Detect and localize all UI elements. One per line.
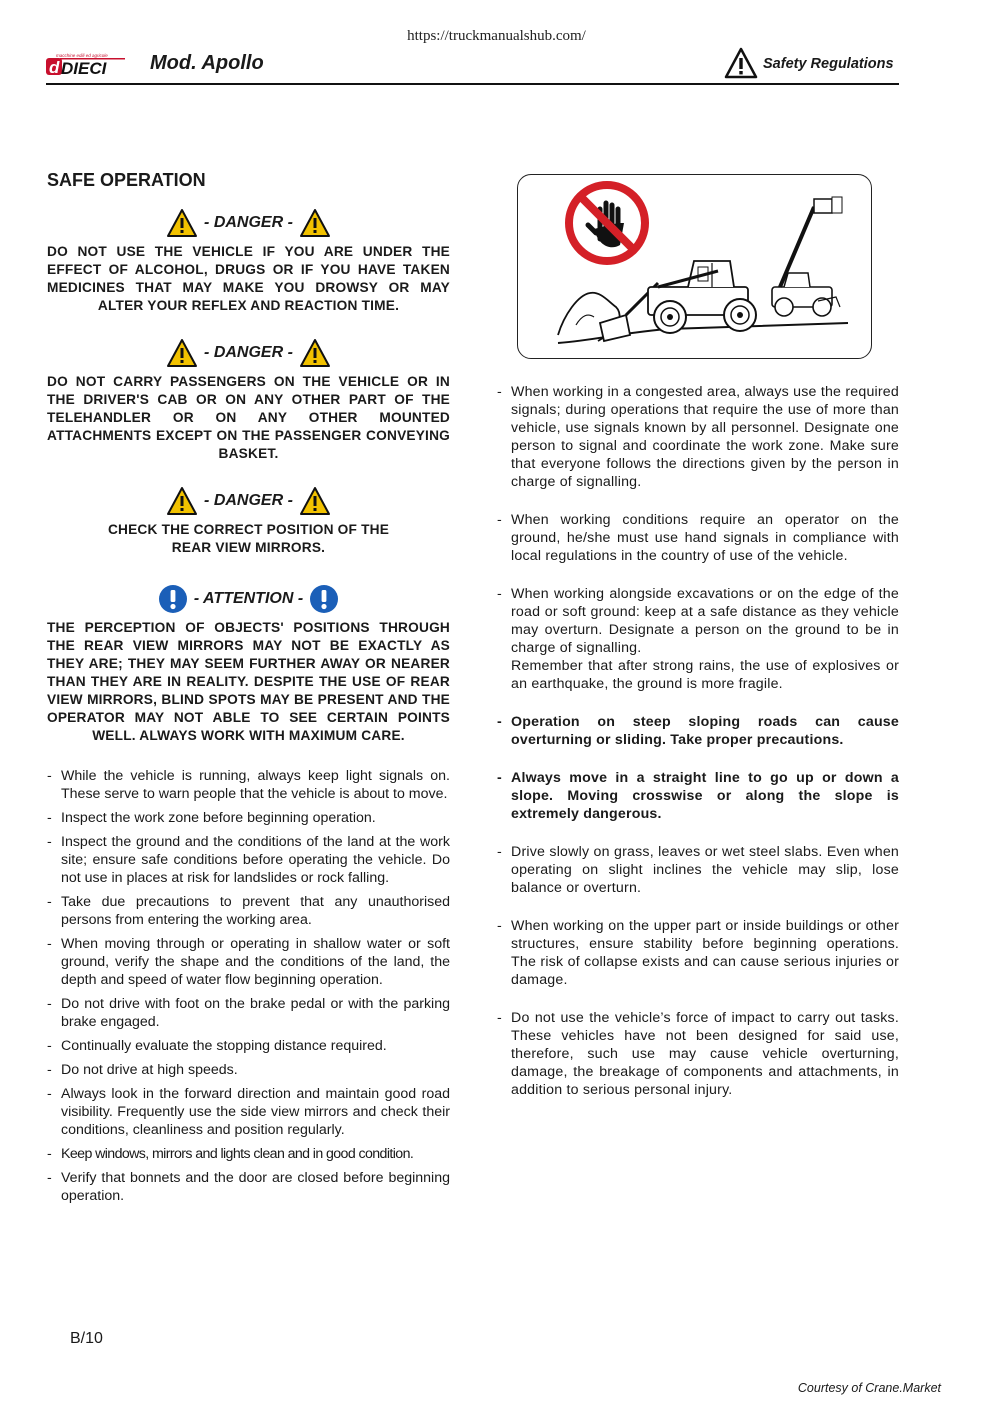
attention-icon <box>158 584 188 614</box>
list-item: - Take due precautions to prevent that any unauthorised persons from entering the working area. <box>47 893 450 929</box>
list-item: - Do not drive at high speeds. <box>47 1061 450 1079</box>
warning-triangle-icon <box>724 47 758 79</box>
attention-text: THE PERCEPTION OF OBJECTS' POSITIONS THROUGH THE REAR VIEW MIRRORS MAY NOT BE EXACTLY AS THEY ARE; THEY MAY SEEM FURTHER AWAY OR NEARER THAN THEY ARE IN REALITY. DESPITE THE USE OF REAR VIEW MIRRORS, BLIND SPOTS MAY BE PRESENT AND THE OPERATOR MAY NOT ABLE TO SEE CERTAIN POINTS WELL. ALWAYS WORK WITH MAXIMUM CARE. <box>47 620 450 743</box>
attention-icon <box>309 584 339 614</box>
courtesy-note: Courtesy of Crane.Market <box>797 1381 941 1395</box>
danger-heading <box>47 485 450 517</box>
header-divider <box>46 83 899 85</box>
right-column <box>497 174 899 1099</box>
danger-text: CHECK THE CORRECT POSITION OF THE REAR VIEW MIRRORS. <box>107 522 390 555</box>
danger-triangle-icon <box>166 486 198 516</box>
dieci-logo <box>46 51 126 77</box>
list-item: - When working in a congested area, always use the required signals; during operations that require the use of more than vehicle, use signals known by all personnel. Designate one person to signal and coordinate the work zone. Make sure that everyone follows the directions given by the person in charge of signalling. <box>497 383 899 491</box>
list-item: - While the vehicle is running, always keep light signals on. These serve to warn people that the vehicle is about to move. <box>47 767 450 803</box>
list-item: - Inspect the work zone before beginning operation. <box>47 809 450 827</box>
list-item-extra: Remember that after strong rains, the use of explosives or an earthquake, the ground is more fragile. <box>511 658 899 692</box>
left-bullet-list <box>47 767 450 1205</box>
attention-heading <box>47 583 450 615</box>
telehandler-illustration <box>518 175 871 358</box>
list-item: - Do not use the vehicle’s force of impact to carry out tasks. These vehicles have not been designed for said use, therefore, such use may cause vehicle overturning, damage, the breakage of components and attachments, in addition to serious personal injury. <box>497 1009 899 1099</box>
danger-triangle-icon <box>299 338 331 368</box>
danger-heading <box>47 337 450 369</box>
list-item: - When moving through or operating in shallow water or soft ground, verify the shape and the conditions of the land, the depth and speed of water flow beginning operation. <box>47 935 450 989</box>
danger-text: DO NOT USE THE VEHICLE IF YOU ARE UNDER THE EFFECT OF ALCOHOL, DRUGS OR IF YOU HAVE TAKEN MEDICINES THAT MAY MAKE YOU DROWSY OR MAY ALTER YOUR REFLEX AND REACTION TIME. <box>47 244 450 313</box>
list-item: - Inspect the ground and the conditions of the land at the work site; ensure safe conditions before operating the vehicle. Do not use in places at risk for landslides or rock falling. <box>47 833 450 887</box>
attention-label: - ATTENTION - <box>193 590 304 607</box>
danger-text: DO NOT CARRY PASSENGERS ON THE VEHICLE OR IN THE DRIVER'S CAB OR ON ANY OTHER PART OF THE TELEHANDLER OR ON ANY OTHER MOUNTED ATTACHMENTS EXCEPT ON THE PASSENGER CONVEYING BASKET. <box>47 374 450 461</box>
list-item: - Continually evaluate the stopping distance required. <box>47 1037 450 1055</box>
danger-label: - DANGER - <box>204 492 293 509</box>
list-item <box>497 585 899 693</box>
svg-text:d: d <box>49 58 60 77</box>
list-item: - When working conditions require an operator on the ground, he/she must use hand signals in compliance with local regulations in the country of use of the vehicle. <box>497 511 899 565</box>
source-url[interactable]: https://truckmanualshub.com/ <box>407 28 586 44</box>
section-label: Safety Regulations <box>763 56 894 72</box>
left-column <box>47 170 450 1211</box>
danger-triangle-icon <box>299 208 331 238</box>
list-item: - Do not drive with foot on the brake pedal or with the parking brake engaged. <box>47 995 450 1031</box>
list-item: - Keep windows, mirrors and lights clean and in good condition. <box>47 1145 450 1163</box>
danger-triangle-icon <box>299 486 331 516</box>
list-item-text: When working alongside excavations or on the edge of the road or soft ground: keep at a safe distance as they vehicle may overturn. Designate a person on the ground to be in charge of signalling. <box>511 586 899 656</box>
svg-text:DIECI: DIECI <box>61 59 107 77</box>
list-item: - When working on the upper part or inside buildings or other structures, ensure stability before beginning operations. The risk of collapse exists and can cause serious injuries or damage. <box>497 917 899 989</box>
model-title: Mod. Apollo <box>150 52 264 74</box>
danger-label: - DANGER - <box>204 344 293 361</box>
list-item: - Always move in a straight line to go up or down a slope. Moving crosswise or along the slope is extremely dangerous. <box>497 769 899 823</box>
no-passengers-illustration <box>517 174 872 359</box>
svg-text:macchine edili ed agricole: macchine edili ed agricole <box>56 53 108 58</box>
danger-label: - DANGER - <box>204 214 293 231</box>
list-item: - Verify that bonnets and the door are closed before beginning operation. <box>47 1169 450 1205</box>
danger-triangle-icon <box>166 338 198 368</box>
right-bullet-list <box>497 383 899 1099</box>
danger-triangle-icon <box>166 208 198 238</box>
page-number: B/10 <box>70 1330 103 1347</box>
page-title: SAFE OPERATION <box>47 170 206 190</box>
danger-heading <box>47 207 450 239</box>
list-item: - Operation on steep sloping roads can cause overturning or sliding. Take proper precautions. <box>497 713 899 749</box>
list-item: - Always look in the forward direction and maintain good road visibility. Frequently use the side view mirrors and check their conditions, cleanliness and position regularly. <box>47 1085 450 1139</box>
list-item: - Drive slowly on grass, leaves or wet steel slabs. Even when operating on slight inclines the vehicle may slip, lose balance or overturn. <box>497 843 899 897</box>
